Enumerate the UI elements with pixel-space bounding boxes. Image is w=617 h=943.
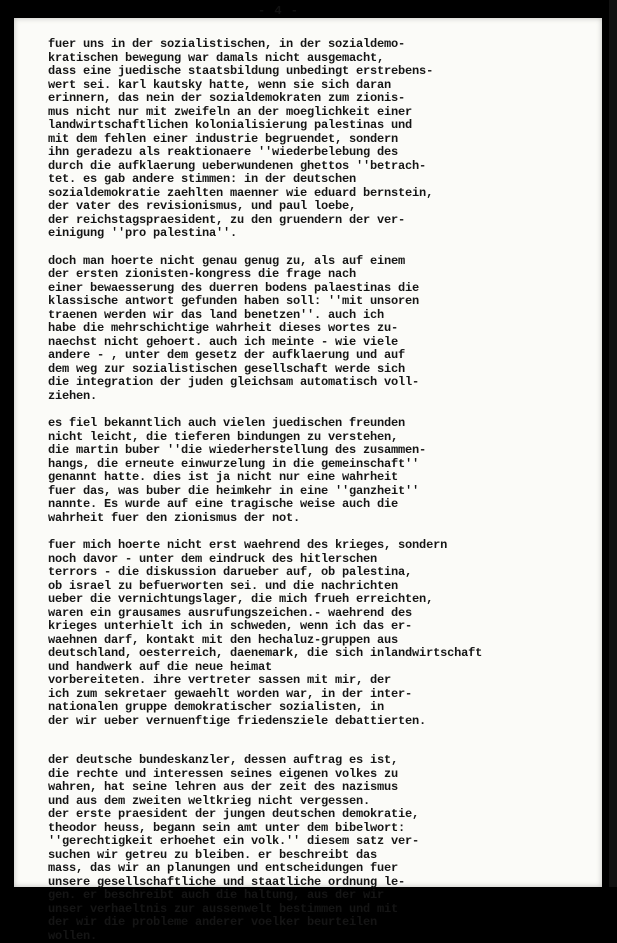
text-line: hangs, die erneute einwurzelung in die gemeinschaft'': [48, 458, 593, 472]
text-line: mit dem fehlen einer industrie begruendet, sondern: [48, 133, 593, 147]
text-line: fuer das, was buber die heimkehr in eine ''ganzheit'': [48, 485, 593, 499]
text-line: traenen werden wir das land benetzen''. auch ich: [48, 309, 593, 323]
text-line: der wir ueber vernuenftige friedensziele debattierten.: [48, 715, 593, 729]
text-line: deutschland, oesterreich, daenemark, die sich inlandwirtschaft: [48, 647, 593, 661]
text-line: fuer uns in der sozialistischen, in der sozialdemo-: [48, 38, 593, 52]
text-line: gen. er beschreibt auch die haltung, aus der wir: [48, 889, 593, 903]
text-line: vorbereiteten. ihre vertreter sassen mit mir, der: [48, 674, 593, 688]
text-line: suchen wir getreu zu bleiben. er beschreibt das: [48, 849, 593, 863]
text-line: die integration der juden gleichsam automatisch voll-: [48, 376, 593, 390]
text-line: ich zum sekretaer gewaehlt worden war, in der inter-: [48, 688, 593, 702]
text-line: wollen.: [48, 930, 593, 943]
paragraph-2: [48, 255, 593, 404]
text-line: der reichstagspraesident, zu den gruendern der ver-: [48, 214, 593, 228]
text-line: mus nicht nur mit zweifeln an der moeglichkeit einer: [48, 106, 593, 120]
text-line: einigung ''pro palestina''.: [48, 227, 593, 241]
text-line: wahrheit fuer den zionismus der not.: [48, 512, 593, 526]
text-line: fuer mich hoerte nicht erst waehrend des krieges, sondern: [48, 539, 593, 553]
text-line: andere - , unter dem gesetz der aufklaerung und auf: [48, 349, 593, 363]
text-line: doch man hoerte nicht genau genug zu, als auf einem: [48, 255, 593, 269]
text-line: der wir die probleme anderer voelker beurteilen: [48, 916, 593, 930]
text-line: sozialdemokratie zaehlten maenner wie eduard bernstein,: [48, 187, 593, 201]
text-line: der ersten zionisten-kongress die frage nach: [48, 268, 593, 282]
text-line: und aus dem zweiten weltkrieg nicht vergessen.: [48, 795, 593, 809]
text-line: der vater des revisionismus, und paul loebe,: [48, 200, 593, 214]
text-line: durch die aufklaerung ueberwundenen ghettos ''betrach-: [48, 160, 593, 174]
text-line: die martin buber ''die wiederherstellung des zusammen-: [48, 444, 593, 458]
text-line: nationalen gruppe demokratischer sozialisten, in: [48, 701, 593, 715]
text-line: einer bewaesserung des duerren bodens palaestinas die: [48, 282, 593, 296]
text-line: klassische antwort gefunden haben soll: ''mit unsoren: [48, 295, 593, 309]
paragraph-1: [48, 38, 593, 241]
paragraph-5: [48, 754, 593, 943]
text-line: nicht leicht, die tieferen bindungen zu verstehen,: [48, 431, 593, 445]
document-body: [48, 38, 593, 943]
text-line: krieges unterhielt ich in schweden, wenn ich das er-: [48, 620, 593, 634]
text-line: wert sei. karl kautsky hatte, wenn sie sich daran: [48, 79, 593, 93]
text-line: noch davor - unter dem eindruck des hitlerschen: [48, 553, 593, 567]
text-line: ob israel zu befuerworten sei. und die nachrichten: [48, 580, 593, 594]
text-line: mass, das wir an planungen und entscheidungen fuer: [48, 862, 593, 876]
text-line: ziehen.: [48, 390, 593, 404]
text-line: landwirtschaftlichen kolonialisierung palestinas und: [48, 119, 593, 133]
text-line: tet. es gab andere stimmen: in der deutschen: [48, 173, 593, 187]
text-line: genannt hatte. dies ist ja nicht nur eine wahrheit: [48, 471, 593, 485]
text-line: ''gerechtigkeit erhoehet ein volk.'' diesem satz ver-: [48, 835, 593, 849]
text-line: der deutsche bundeskanzler, dessen auftrag es ist,: [48, 754, 593, 768]
text-line: ueber die vernichtungslager, die mich frueh erreichten,: [48, 593, 593, 607]
text-line: der erste praesident der jungen deutschen demokratie,: [48, 808, 593, 822]
text-line: kratischen bewegung war damals nicht ausgemacht,: [48, 52, 593, 66]
text-line: die rechte und interessen seines eigenen volkes zu: [48, 768, 593, 782]
text-line: unsere gesellschaftliche und staatliche ordnung le-: [48, 876, 593, 890]
text-line: erinnern, das nein der sozialdemokraten zum zionis-: [48, 92, 593, 106]
text-line: terrors - die diskussion darueber auf, ob palestina,: [48, 566, 593, 580]
text-line: waehnen darf, kontakt mit den hechaluz-gruppen aus: [48, 634, 593, 648]
text-line: dass eine juedische staatsbildung unbedingt erstrebens-: [48, 65, 593, 79]
paragraph-4: [48, 539, 593, 728]
text-line: habe die mehrschichtige wahrheit dieses wortes zu-: [48, 322, 593, 336]
text-line: es fiel bekanntlich auch vielen juedischen freunden: [48, 417, 593, 431]
text-line: ihn geradezu als reaktionaere ''wiederbelebung des: [48, 146, 593, 160]
text-line: nannte. Es wurde auf eine tragische weise auch die: [48, 498, 593, 512]
scan-border: [609, 0, 617, 887]
text-line: naechst nicht gehoert. auch ich meinte - wie viele: [48, 336, 593, 350]
text-line: wahren, hat seine lehren aus der zeit des nazismus: [48, 781, 593, 795]
paragraph-3: [48, 417, 593, 525]
text-line: theodor heuss, begann sein amt unter dem bibelwort:: [48, 822, 593, 836]
page-number: - 4 -: [258, 4, 299, 18]
text-line: dem weg zur sozialistischen gesellschaft werde sich: [48, 363, 593, 377]
text-line: waren ein grausames ausrufungszeichen.- waehrend des: [48, 607, 593, 621]
text-line: und handwerk auf die neue heimat: [48, 661, 593, 675]
text-line: unser verhaeltnis zur aussenwelt bestimmen und mit: [48, 903, 593, 917]
